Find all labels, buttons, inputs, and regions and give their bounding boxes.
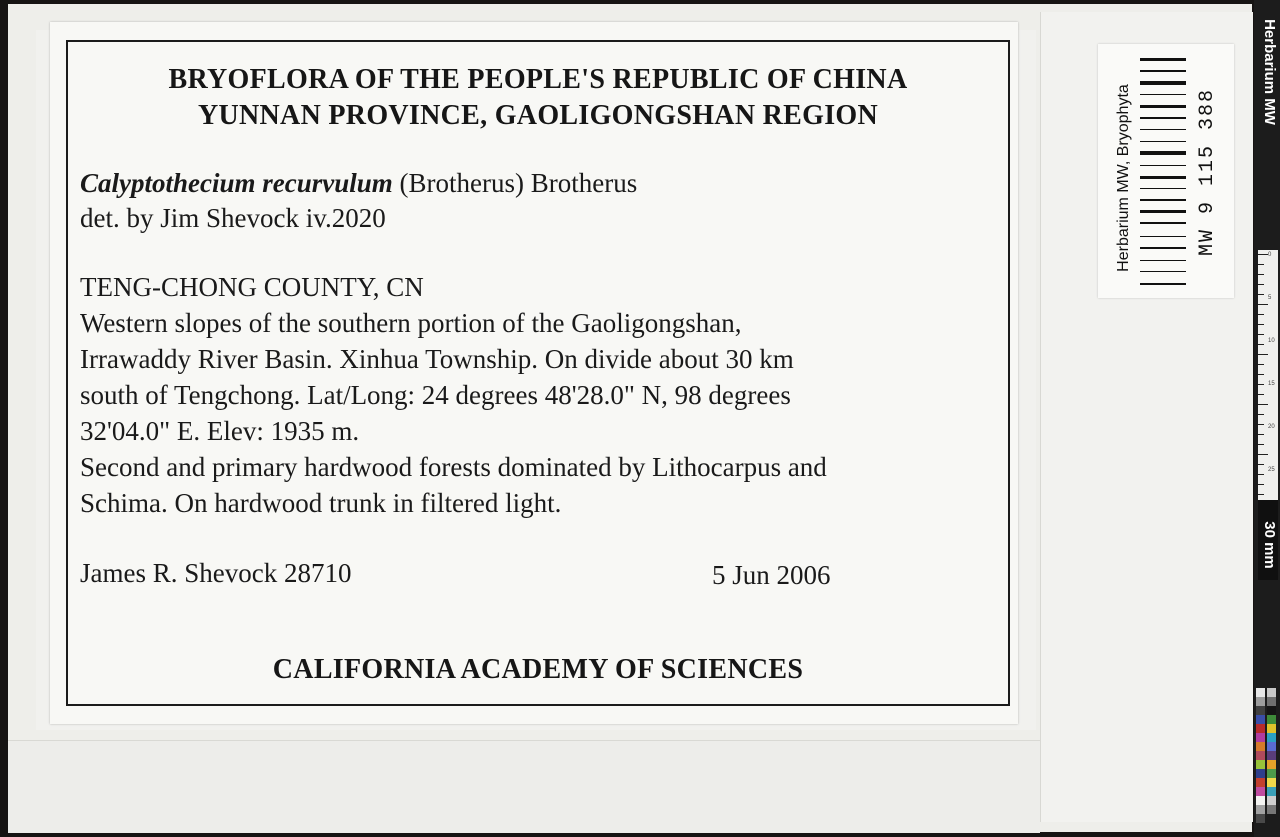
- ruler-tick: [1258, 264, 1264, 265]
- barcode-bar: [1140, 260, 1186, 261]
- color-swatch: [1267, 742, 1276, 751]
- ruler-tick: [1258, 414, 1264, 415]
- barcode-bar: [1140, 105, 1186, 108]
- ruler-tick: [1258, 424, 1264, 425]
- color-swatch: [1267, 688, 1276, 697]
- ruler-tick: [1258, 384, 1264, 385]
- color-swatch: [1267, 751, 1276, 760]
- color-swatch: [1256, 796, 1265, 805]
- color-swatch: [1267, 796, 1276, 805]
- color-swatch: [1267, 706, 1276, 715]
- color-swatch: [1256, 688, 1265, 697]
- locality-line: Irrawaddy River Basin. Xinhua Township. On divide about 30 km: [80, 344, 794, 374]
- ruler-tick-label: 5: [1268, 295, 1272, 301]
- ruler-tick: [1258, 484, 1264, 485]
- ruler-tick: [1258, 354, 1268, 355]
- ruler-tick: [1258, 304, 1268, 305]
- color-swatch: [1256, 805, 1265, 814]
- barcode-number: MW 9 115 388: [1196, 87, 1219, 257]
- color-swatch: [1256, 814, 1265, 823]
- ruler-tick: [1258, 314, 1264, 315]
- barcode-bar: [1140, 141, 1186, 142]
- taxon-author: (Brotherus) Brotherus: [392, 168, 638, 198]
- color-swatch: [1256, 724, 1265, 733]
- barcode-bar: [1140, 176, 1186, 179]
- barcode-bar: [1140, 129, 1186, 130]
- barcode-bar: [1140, 81, 1186, 85]
- ruler-tick: [1258, 344, 1264, 345]
- barcode-bar: [1140, 247, 1186, 249]
- color-swatch: [1267, 805, 1276, 814]
- barcode-bar: [1140, 236, 1186, 237]
- color-swatch: [1267, 778, 1276, 787]
- ruler-tick: [1258, 334, 1264, 335]
- ruler-tick-label: 25: [1268, 467, 1275, 473]
- color-swatch: [1256, 751, 1265, 760]
- taxon-line: [80, 168, 637, 199]
- color-swatch: [1256, 787, 1265, 796]
- barcode-bars: [1140, 58, 1186, 290]
- ruler-tick: [1258, 274, 1264, 275]
- barcode-bar: [1140, 165, 1186, 166]
- locality-line: south of Tengchong. Lat/Long: 24 degrees 48'28.0" N, 98 degrees: [80, 380, 791, 410]
- habitat-line: Second and primary hardwood forests dominated by Lithocarpus and: [80, 452, 827, 482]
- taxon-name: Calyptothecium recurvulum: [80, 168, 393, 198]
- barcode-bar: [1140, 117, 1186, 119]
- ruler-tick: [1258, 444, 1264, 445]
- color-swatch: [1267, 760, 1276, 769]
- ruler-tick-label: 0: [1268, 252, 1272, 258]
- ruler-tick: [1258, 454, 1268, 455]
- ruler-tick: [1258, 254, 1268, 255]
- barcode-bar: [1140, 58, 1186, 61]
- ruler-tick: [1258, 324, 1264, 325]
- collector-line: James R. Shevock 28710: [80, 558, 352, 588]
- color-swatch: [1256, 697, 1265, 706]
- county-line: TENG-CHONG COUNTY, CN: [80, 272, 424, 302]
- ruler-unit-label: 30 mm: [1261, 521, 1278, 569]
- ruler-tick: [1258, 394, 1264, 395]
- color-swatch: [1267, 724, 1276, 733]
- color-swatch: [1267, 787, 1276, 796]
- color-swatch: [1256, 733, 1265, 742]
- ruler-tick: [1258, 434, 1264, 435]
- color-swatch: [1267, 697, 1276, 706]
- institution-name: CALIFORNIA ACADEMY OF SCIENCES: [272, 654, 804, 685]
- collection-date: 5 Jun 2006: [712, 560, 831, 590]
- ruler-tick-label: 10: [1268, 338, 1275, 344]
- color-swatch: [1256, 769, 1265, 778]
- color-swatch: [1256, 778, 1265, 787]
- color-swatch: [1256, 706, 1265, 715]
- barcode-bar: [1140, 188, 1186, 189]
- ruler-tick: [1258, 284, 1264, 285]
- barcode-caption: Herbarium MW, Bryophyta: [1115, 84, 1132, 272]
- ruler-tick-label: 15: [1268, 381, 1275, 387]
- color-swatch: [1256, 760, 1265, 769]
- color-swatch: [1256, 742, 1265, 751]
- locality-line: 32'04.0" E. Elev: 1935 m.: [80, 416, 360, 446]
- ruler-title: Herbarium MW: [1261, 19, 1278, 125]
- determination-line: det. by Jim Shevock iv.2020: [80, 203, 386, 233]
- color-swatch: [1267, 769, 1276, 778]
- ruler-tick: [1258, 474, 1264, 475]
- label-header-line1: BRYOFLORA OF THE PEOPLE'S REPUBLIC OF CHINA: [168, 64, 908, 95]
- ruler-tick: [1258, 374, 1264, 375]
- barcode-bar: [1140, 222, 1186, 224]
- ruler-tick: [1258, 294, 1264, 295]
- ruler-tick: [1258, 364, 1264, 365]
- barcode-bar: [1140, 94, 1186, 95]
- color-swatch: [1267, 715, 1276, 724]
- color-swatch: [1267, 733, 1276, 742]
- locality-line: Western slopes of the southern portion of the Gaoligongshan,: [80, 308, 742, 338]
- barcode-bar: [1140, 283, 1186, 285]
- color-swatch-chart: [1256, 688, 1280, 828]
- ruler-tick-label: 20: [1268, 424, 1275, 430]
- barcode-bar: [1140, 70, 1186, 72]
- habitat-line: Schima. On hardwood trunk in filtered light.: [80, 488, 562, 518]
- ruler-tick: [1258, 494, 1264, 495]
- barcode-bar: [1140, 199, 1186, 201]
- label-header-line2: YUNNAN PROVINCE, GAOLIGONGSHAN REGION: [197, 100, 879, 131]
- ruler-tick: [1258, 464, 1264, 465]
- barcode-bar: [1140, 151, 1186, 155]
- barcode-bar: [1140, 271, 1186, 272]
- color-swatch: [1256, 715, 1265, 724]
- barcode-bar: [1140, 210, 1186, 213]
- color-swatch: [1267, 814, 1276, 823]
- ruler-tick: [1258, 404, 1268, 405]
- packet-bottom-fold: [8, 740, 1040, 833]
